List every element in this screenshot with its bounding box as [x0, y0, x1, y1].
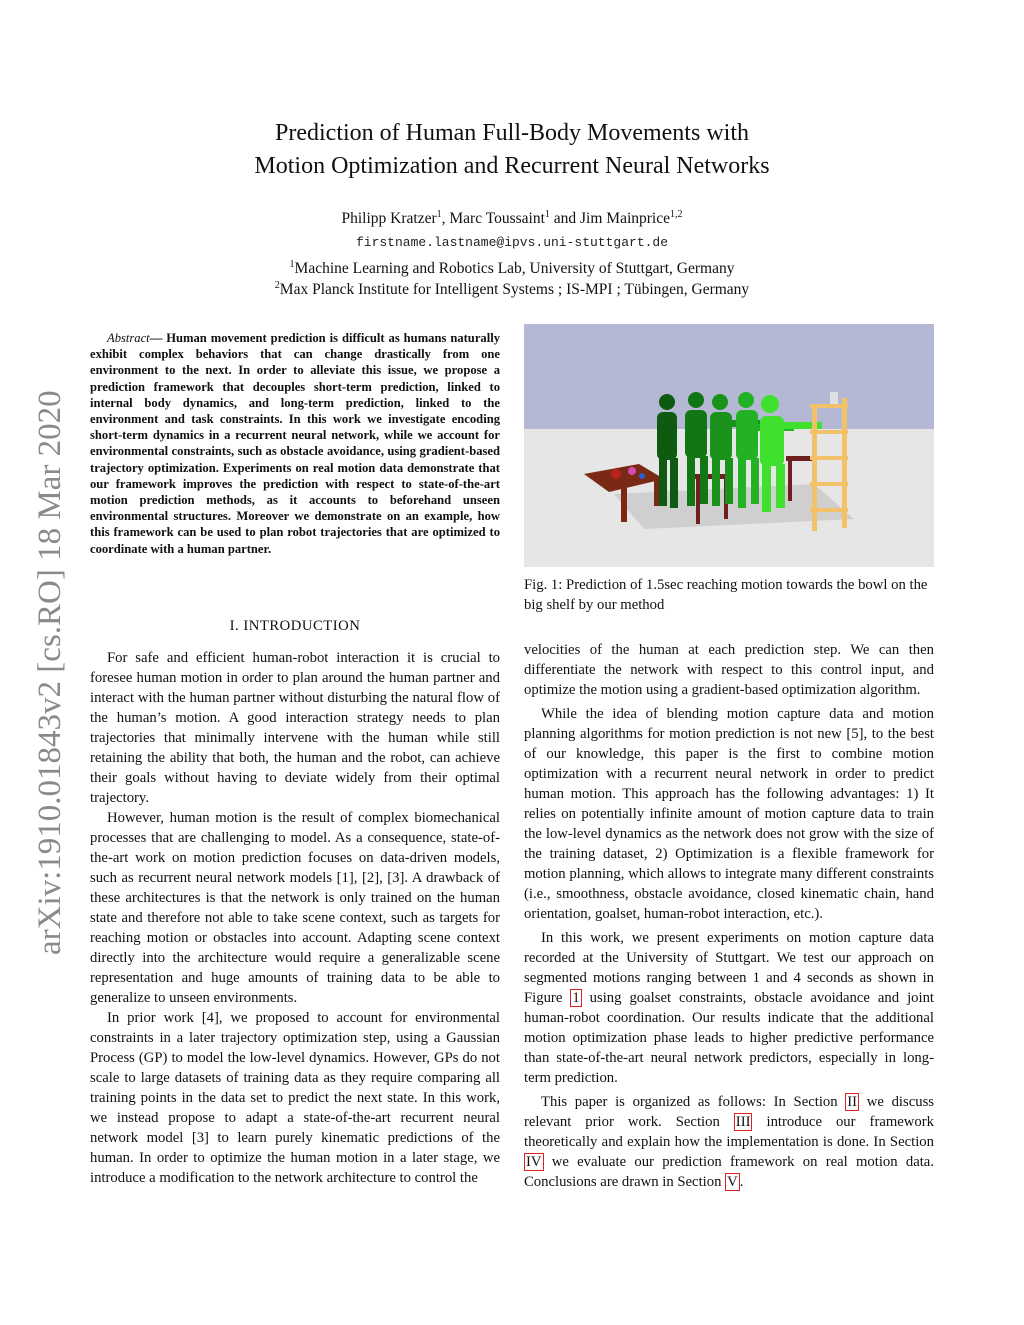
p3-text-a: In this work, we present experiments on motion capture data recorded at the University of Stuttgart. We test our approach on segmented motions ranging between 1 and 4 seconds as shown in Figure	[524, 930, 934, 1006]
p4-text-b: we discuss relevant prior work. Section	[524, 1094, 934, 1130]
right-column-body	[524, 640, 934, 1192]
right-paragraph-2: While the idea of blending motion capture data and motion planning algorithms for motion prediction is not new [5], to the best of our knowledge, this paper is the first to combine motion optimization with a recurrent neural network in order to predict human motion. This approach has the following advantages: 1) It relies on potentially infinite amount of motion capture data to train the low-level dynamics as the network does not grow with the size of the training dataset, 2) Optimization is a flexible framework for motion planning, which allows to integrate many different constraints (i.e., smoothness, obstacle avoidance, closed kinematic chain, hand orientation, goalset, human-robot interaction, etc.).	[524, 706, 934, 922]
section-v-link[interactable]: V	[727, 1174, 738, 1190]
title-line-1: Prediction of Human Full-Body Movements with	[275, 120, 749, 146]
intro-paragraph-1: For safe and efficient human-robot interaction it is crucial to foresee human motion in order to plan around the human partner and interact with the human partner without disturbing the natural flow of the human’s motion. A good interaction strategy needs to plan trajectories that minimally intervene with the human while still retaining the ability that both, the human and the robot, can achieve their goals without having to deviate widely from their optimal trajectory.	[90, 650, 500, 806]
section-ii-link[interactable]: II	[847, 1094, 858, 1110]
figure-1-link[interactable]: 1	[572, 990, 580, 1006]
author-3-sup: 1,2	[670, 209, 683, 220]
affiliation-2	[150, 280, 874, 299]
figure-1-image	[524, 324, 934, 567]
title-line-2: Motion Optimization and Recurrent Neural Networks	[254, 153, 770, 179]
author-list	[150, 209, 874, 228]
author-1: Philipp Kratzer	[341, 210, 437, 228]
author-email: firstname.lastname@ipvs.uni-stuttgart.de	[355, 235, 669, 250]
intro-paragraph-2: However, human motion is the result of complex biomechanical processes that are challenging to model. As a consequence, state-of-the-art work on motion prediction focuses on data-driven models, such as recurrent neural network models [1], [2], [3]. A drawback of these architectures is that the network is only trained on the human state and therefore not able to take scene context, such as targets for reaching motion or obstacles into account. Adapting scene context directly into the architecture would require a generalizable scene representation and huge amounts of training data to be able to generalize to unseen environments.	[90, 810, 500, 1006]
intro-paragraph-3: In prior work [4], we proposed to account for environmental constraints in a later trajectory optimization step, using a Gaussian Process (GP) to model the low-level dynamics. However, GPs do not scale to large datasets of training data as they require comparing all training points in the data set to predict the next state. In this work, we instead propose to adapt a state-of-the-art recurrent neural network model [3] to learn purely kinematic predictions of the human. In order to optimize the human motion in a later stage, we introduce a modification to the network architecture to control the	[90, 1010, 500, 1186]
affil-2-sup: 2	[274, 280, 280, 291]
p4-text-e: .	[739, 1174, 744, 1190]
paper-title	[150, 117, 874, 183]
abstract-dash: —	[149, 331, 167, 345]
author-2: , Marc Toussaint	[441, 210, 545, 228]
affiliation-1	[150, 259, 874, 278]
p4-text-c: introduce our framework theoretically and explain how the implementation is done. In Section	[524, 1114, 934, 1150]
abstract	[90, 330, 500, 557]
section-iv-link[interactable]: IV	[526, 1154, 542, 1170]
p4-text-d: we evaluate our prediction framework on real motion data. Conclusions are drawn in Section	[524, 1154, 934, 1190]
affil-1-sup: 1	[289, 259, 295, 270]
arxiv-identifier: arXiv:1910.01843v2 [cs.RO] 18 Mar 2020	[32, 390, 68, 955]
affil-1-text: Machine Learning and Robotics Lab, University of Stuttgart, Germany	[294, 260, 735, 278]
author-2-sup: 1	[544, 209, 550, 220]
figure-1-caption: Fig. 1: Prediction of 1.5sec reaching motion towards the bowl on the big shelf by our method	[524, 577, 928, 613]
abstract-label: Abstract	[107, 331, 150, 345]
abstract-text: Human movement prediction is difficult as humans naturally exhibit complex behaviors that can change drastically from one environment to the next. In order to alleviate this issue, we propose a prediction framework that decouples short-term prediction, linked to internal body dynamics, and long-term prediction, linked to the environment and task constraints. In this work we investigate encoding short-term dynamics in a recurrent neural network, while we account for environmental constraints, such as obstacle avoidance, using gradient-based trajectory optimization. Experiments on real motion data demonstrate that our framework improves the prediction with respect to state-of-the-art motion prediction methods, as it accounts to beforehand unseen environmental structures. Moreover we demonstrate on an example, how this framework can be used to plan robot trajectories that are optimized to coordinate with a human partner.	[90, 331, 500, 556]
figure-1-scene	[524, 324, 934, 567]
right-paragraph-4	[524, 1092, 934, 1192]
right-paragraph-1: velocities of the human at each prediction step. We can then differentiate the network with respect to this control input, and optimize the motion using a gradient-based optimization algorithm.	[524, 642, 934, 698]
author-1-sup: 1	[436, 209, 442, 220]
affil-2-text: Max Planck Institute for Intelligent Systems ; IS-MPI ; Tübingen, Germany	[279, 281, 750, 299]
section-heading-introduction: I. INTRODUCTION	[229, 618, 361, 634]
p3-text-b: using goalset constraints, obstacle avoidance and joint human-robot coordination. Our results indicate that the additional motion optimization phase leads to higher predictive performance than state-of-the-art neural network predictors, especially in long-term prediction.	[524, 990, 934, 1086]
section-iii-link[interactable]: III	[735, 1114, 751, 1130]
author-3: and Jim Mainprice	[549, 210, 670, 228]
right-paragraph-3	[524, 928, 934, 1088]
p4-text-a: This paper is organized as follows: In Section	[541, 1094, 846, 1110]
left-column-body	[90, 648, 500, 1188]
